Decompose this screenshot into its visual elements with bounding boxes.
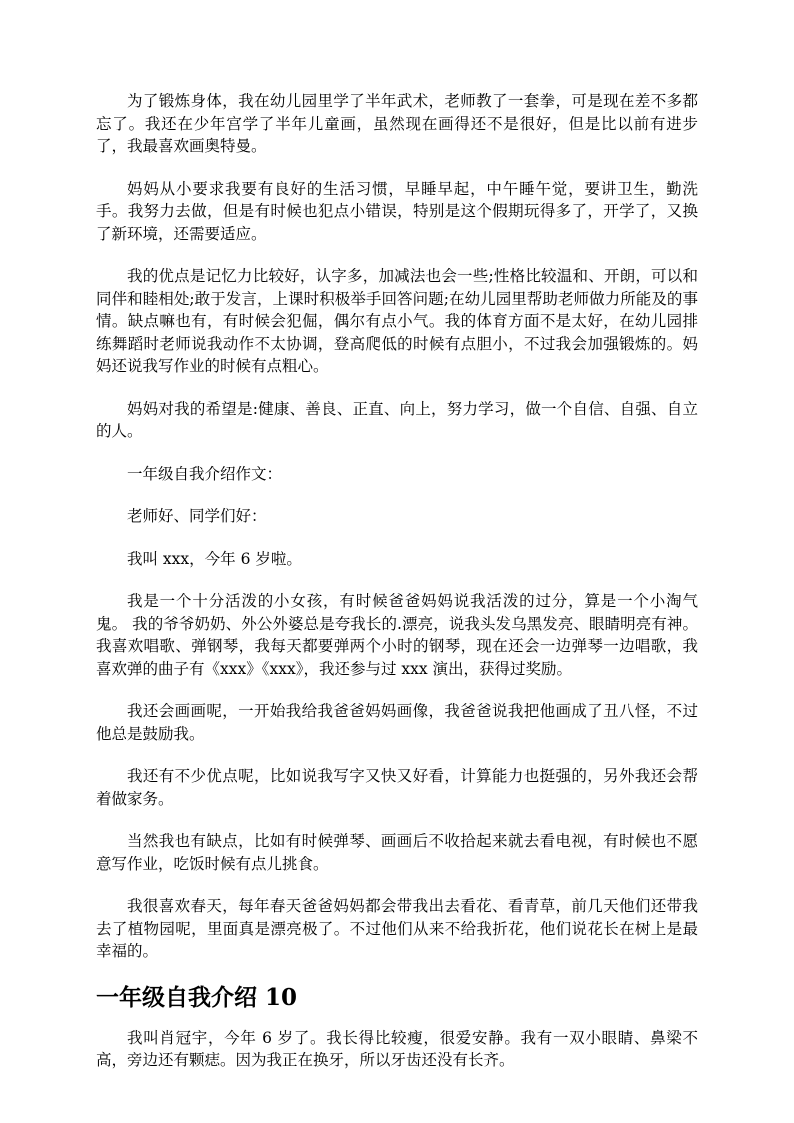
paragraph-more-strengths: 我还有不少优点呢，比如说我写字又快又好看，计算能力也挺强的，另外我还会帮着做家务。	[96, 767, 698, 808]
paragraph-drawing: 我还会画画呢，一开始我给我爸爸妈妈画像，我爸爸说我把他画成了丑八怪，不过他总是鼓励我。	[96, 702, 698, 743]
paragraph-habits: 妈妈从小要求我要有良好的生活习惯，早睡早起，中午睡午觉，要讲卫生，勤洗手。我努力去做，但是有时候也犯点小错误，特别是这个假期玩得多了，开学了，又换了新环境，还需要适应。	[96, 179, 698, 243]
document-page	[96, 90, 698, 1092]
paragraph-shortcomings: 当然我也有缺点，比如有时候弹琴、画画后不收拾起来就去看电视，有时候也不愿意写作业，吃饭时候有点儿挑食。	[96, 832, 698, 873]
paragraph-wushu: 为了锻炼身体，我在幼儿园里学了半年武术，老师教了一套拳，可是现在差不多都忘了。我还在少年宫学了半年儿童画，虽然现在画得还不是很好，但是比以前有进步了，我最喜欢画奥特曼。	[96, 92, 698, 155]
greeting-line: 老师好、同学们好：	[127, 507, 267, 525]
name-age-line: 我叫 xxx，今年 6 岁啦。	[127, 549, 302, 568]
paragraph-mother-hopes: 妈妈对我的希望是:健康、善良、正直、向上，努力学习，做一个自信、自强、自立的人。	[96, 399, 698, 440]
paragraph-xiao-guanyu: 我叫肖冠宇，今年 6 岁了。我长得比较瘦，很爱安静。我有一双小眼睛、鼻梁不高，旁边还有颗痣。因为我正在换牙，所以牙齿还没有长齐。	[96, 1028, 698, 1069]
paragraph-strengths: 我的优点是记忆力比较好，认字多，加减法也会一些;性格比较温和、开朗，可以和同伴和睦相处;敢于发言，上课时积极举手回答问题;在幼儿园里帮助老师做力所能及的事情。缺点嘛也有，有时候会犯倔，偶尔有点小气。我的体育方面不是太好，在幼儿园排练舞蹈时老师说我动作不太协调，登高爬低的时候有点胆小，不过我会加强锻炼的。妈妈还说我写作业的时候有点粗心。	[96, 267, 698, 375]
paragraph-lively-girl: 我是一个十分活泼的小女孩，有时候爸爸妈妈说我活泼的过分，算是一个小淘气鬼。 我的爷爷奶奶、外公外婆总是夸我长的.漂亮，说我头发乌黑发亮、眼睛明亮有神。 我喜欢唱歌、弹钢琴，我每天都要弹两个小时的钢琴，现在还会一边弹琴一边唱歌，我喜欢弹的曲子有《xxx》《xxx》，我还参与过 xxx 演出，获得过奖励。	[96, 592, 698, 678]
paragraph-spring: 我很喜欢春天，每年春天爸爸妈妈都会带我出去看花、看青草，前几天他们还带我去了植物园呢，里面真是漂亮极了。不过他们从来不给我折花，他们说花长在树上是最幸福的。	[96, 897, 698, 960]
essay-subtitle: 一年级自我介绍作文：	[127, 464, 283, 483]
section-heading: 一年级自我介绍 10	[96, 983, 298, 1011]
